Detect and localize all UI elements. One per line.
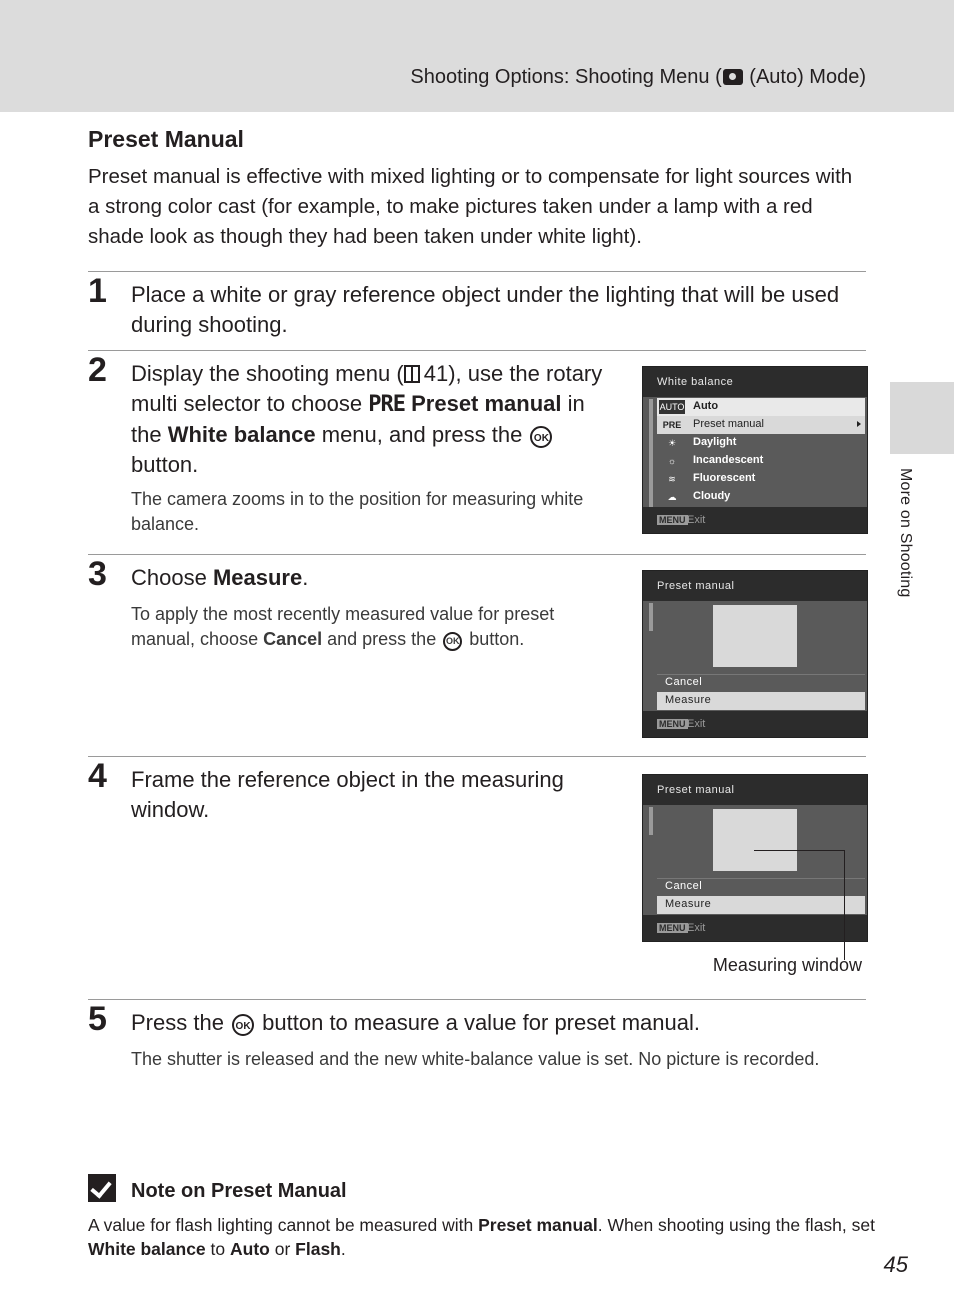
menu-button-icon: MENU (659, 923, 686, 933)
camera-screen-preset-manual (642, 570, 868, 738)
note-title: Note on Preset Manual (131, 1180, 347, 1202)
option-measure: Measure (657, 896, 865, 914)
step-subtext: The camera zooms in to the position for measuring white balance. (131, 489, 584, 534)
divider (88, 554, 866, 555)
step-text: Place a white or gray reference object under the lighting that will be used during shooting. (131, 282, 840, 337)
menu-button-icon: MENU (659, 719, 686, 729)
screen-title: White balance (657, 376, 734, 388)
checkmark-note-icon (88, 1174, 116, 1202)
step-subtext: The shutter is released and the new white-balance value is set. No picture is recorded. (131, 1049, 820, 1069)
step-number: 4 (88, 757, 107, 795)
wb-item-auto: AUTO Auto (657, 398, 865, 416)
exit-label: Exit (687, 514, 706, 526)
section-title: Preset Manual (88, 126, 244, 152)
ok-button-icon: OK (530, 426, 552, 448)
wb-item-incandescent: ☼ Incandescent (657, 452, 865, 470)
divider (88, 756, 866, 757)
option-cancel: Cancel (665, 880, 703, 892)
exit-label: Exit (687, 922, 706, 934)
ok-button-icon: OK (232, 1014, 254, 1036)
intro-paragraph: Preset manual is effective with mixed lighting or to compensate for light sources with a strong color cast (for example, to make pictures taken under a lamp with a red shade look as though they had been taken under white light). (88, 165, 853, 248)
step-text: Frame the reference object in the measuring window. (131, 767, 564, 822)
scroll-indicator (649, 603, 653, 631)
header-band (0, 0, 954, 112)
exit-label: Exit (687, 718, 706, 730)
callout-label: Measuring window (712, 955, 862, 975)
ok-button-icon: OK (443, 632, 462, 651)
note-body: A value for flash lighting cannot be measured with Preset manual. When shooting using the flash, set White balance to Auto or Flash. (88, 1215, 875, 1259)
step-text: Press the OK button to measure a value for preset manual. (131, 1010, 700, 1035)
screen-title: Preset manual (657, 784, 735, 796)
scroll-indicator (649, 807, 653, 835)
side-tab (890, 382, 954, 454)
menu-button-icon: MENU (659, 515, 686, 525)
scroll-indicator (649, 399, 653, 507)
step-number: 1 (88, 272, 107, 310)
auto-icon: AUTO (659, 402, 685, 412)
callout-line (844, 850, 845, 960)
preset-manual-icon: PRE (368, 392, 405, 417)
step-number: 3 (88, 555, 107, 593)
wb-item-fluorescent: ≋ Fluorescent (657, 470, 865, 488)
chevron-right-icon (857, 421, 861, 427)
divider (88, 350, 866, 351)
fluorescent-icon: ≋ (668, 474, 676, 484)
divider (88, 999, 866, 1000)
preset-icon: PRE (662, 420, 682, 430)
side-label: More on Shooting (897, 468, 914, 598)
cloudy-icon: ☁ (667, 492, 677, 502)
camera-screen-white-balance (642, 366, 868, 534)
option-cancel: Cancel (665, 676, 703, 688)
wb-item-cloudy: ☁ Cloudy (657, 488, 865, 506)
page-number: 45 (883, 1252, 908, 1277)
option-measure: Measure (657, 692, 865, 710)
header-title: Shooting Options: Shooting Menu ( (Auto) Mode) (410, 66, 866, 88)
wb-item-daylight: ☀ Daylight (657, 434, 865, 452)
step-subtext: To apply the most recently measured value for preset manual, choose Cancel and press the OK button. (131, 604, 555, 649)
wb-item-preset-manual: PRE Preset manual (657, 416, 865, 434)
step-number: 2 (88, 351, 107, 389)
step-text: Choose Measure. (131, 565, 309, 590)
camera-screen-preset-manual-frame (642, 774, 868, 942)
divider (88, 271, 866, 272)
screen-title: Preset manual (657, 580, 735, 592)
step-text: Display the shooting menu ( 41), use the rotary multi selector to choose PRE Preset manual in the White balance menu, and press the OK button. (131, 361, 603, 477)
measuring-window (713, 809, 797, 871)
incandescent-icon: ☼ (667, 456, 677, 466)
camera-icon (723, 69, 743, 85)
callout-line (754, 850, 844, 851)
measuring-window (713, 605, 797, 667)
step-number: 5 (88, 1000, 107, 1038)
book-icon (404, 365, 420, 383)
daylight-icon: ☀ (667, 438, 677, 448)
